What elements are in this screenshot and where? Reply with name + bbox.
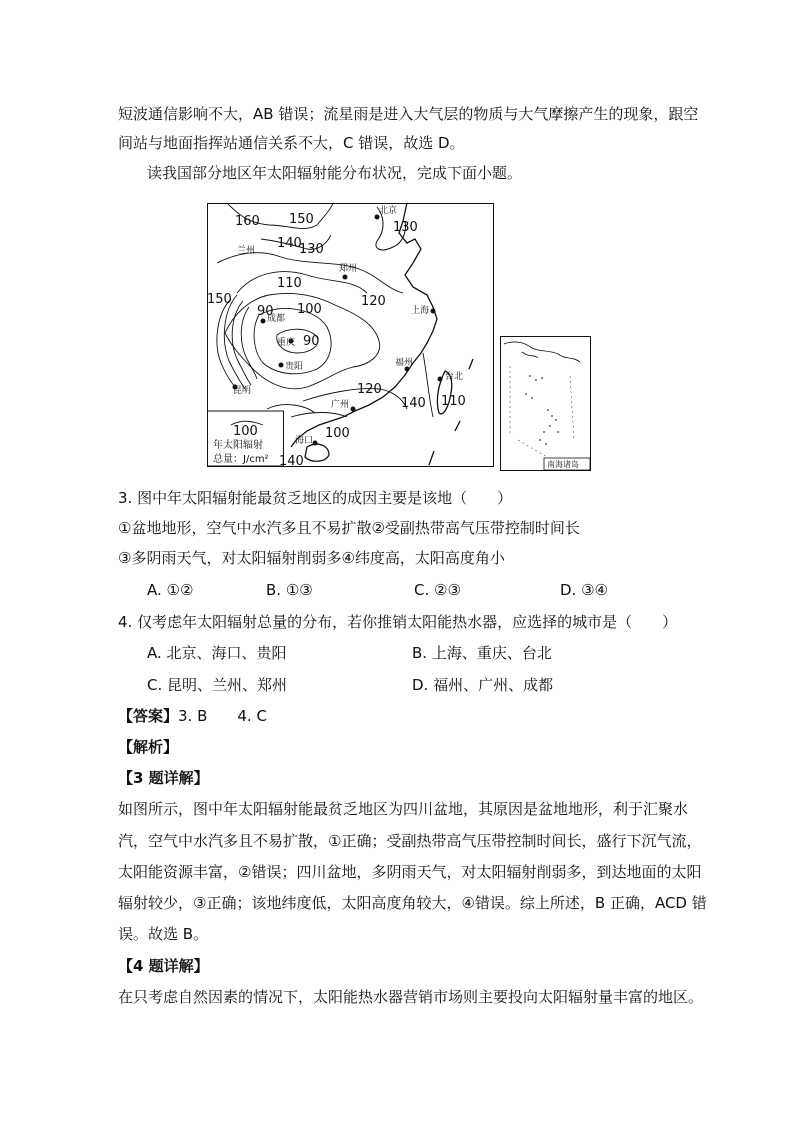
q4-detail-line-1: 在只考虑自然因素的情况下，太阳能热水器营销市场则主要投向太阳辐射量丰富的地区。: [118, 988, 704, 1006]
city-label-shanghai: 上海: [411, 306, 430, 316]
contour-label: 120: [361, 294, 386, 309]
city-label-zhengzhou: 郑州: [339, 264, 358, 274]
city-label-lanzhou: 兰州: [237, 246, 256, 256]
city-label-chongqing: 重庆: [277, 338, 296, 348]
q3-option-c: C. ②③: [414, 581, 461, 599]
contour-label: 140: [279, 454, 304, 467]
city-label-haikou: 海口: [295, 436, 314, 446]
q3-option-a: A. ①②: [147, 581, 194, 599]
city-label-kunming: 昆明: [233, 386, 252, 396]
q3-detail-label: 【3 题详解】: [118, 769, 209, 787]
answer-text: 3. B 4. C: [178, 707, 267, 725]
intro-line-3: 读我国部分地区年太阳辐射能分布状况，完成下面小题。: [147, 164, 523, 182]
city-label-chengdu: 成都: [267, 314, 286, 324]
q3-detail-line-1: 如图所示，图中年太阳辐射能最贫乏地区为四川盆地，其原因是盆地地形，利于汇聚水: [118, 800, 689, 818]
q3-statement-1: ①盆地地形，空气中水汽多且不易扩散②受副热带高气压带控制时间长: [118, 519, 580, 537]
legend-line-1: 年太阳辐射: [213, 440, 263, 451]
contour-label: 150: [207, 292, 232, 307]
legend-value: 100: [233, 424, 258, 439]
south-china-sea-inset: [500, 336, 591, 471]
q4-option-b: B. 上海、重庆、台北: [412, 644, 552, 662]
contour-label: 140: [401, 396, 426, 411]
contour-label: 130: [299, 242, 324, 257]
legend-line-2: 总量：J/cm²: [213, 454, 269, 465]
analysis-label: 【解析】: [118, 738, 179, 756]
city-label-fuzhou: 福州: [395, 358, 414, 368]
q4-option-c: C. 昆明、兰州、郑州: [147, 676, 288, 694]
q3-stem: 3. 图中年太阳辐射能最贫乏地区的成因主要是该地（ ）: [118, 489, 513, 507]
city-label-guangzhou: 广州: [331, 400, 350, 410]
q4-detail-label: 【4 题详解】: [118, 957, 209, 975]
city-label-guiyang: 贵阳: [285, 362, 304, 372]
q3-detail-line-4: 辐射较少，③正确；该地纬度低，太阳高度角较大，④错误。综上所述，B 正确，ACD 错: [118, 894, 707, 912]
answer-label: 【答案】: [118, 707, 179, 725]
q4-stem: 4. 仅考虑年太阳辐射总量的分布，若你推销太阳能热水器，应选择的城市是（ ）: [118, 613, 678, 631]
q3-option-b: B. ①③: [266, 581, 313, 599]
contour-label: 130: [393, 220, 418, 235]
q3-statement-2: ③多阴雨天气，对太阳辐射削弱多④纬度高，太阳高度角小: [118, 549, 505, 567]
inset-label: 南海诸岛: [547, 460, 579, 469]
q4-option-d: D. 福州、广州、成都: [412, 676, 554, 694]
contour-label: 100: [297, 302, 322, 317]
city-label-beijing: 北京: [379, 206, 398, 216]
q3-detail-line-5: 误。故选 B。: [118, 925, 209, 943]
city-label-taipei: 台北: [445, 372, 464, 382]
answer-line: [118, 706, 267, 726]
q3-option-d: D. ③④: [560, 581, 608, 599]
contour-label: 100: [325, 426, 350, 441]
contour-label: 120: [357, 382, 382, 397]
contour-label: 140: [277, 236, 302, 251]
q3-detail-line-2: 汽，空气中水汽多且不易扩散，①正确；受副热带高气压带控制时间长，盛行下沉气流，: [118, 832, 702, 850]
q3-detail-line-3: 太阳能资源丰富，②错误；四川盆地，多阴雨天气，对太阳辐射削弱多，到达地面的太阳: [118, 863, 702, 881]
solar-radiation-map: [207, 203, 494, 467]
intro-line-2: 间站与地面指挥站通信关系不大，C 错误，故选 D。: [118, 134, 465, 152]
contour-label: 160: [235, 214, 260, 229]
contour-label: 150: [289, 212, 314, 227]
q4-option-a: A. 北京、海口、贵阳: [147, 644, 287, 662]
contour-label: 90: [257, 304, 274, 319]
contour-label: 90: [303, 334, 320, 349]
contour-label: 110: [277, 276, 302, 291]
contour-label: 110: [441, 394, 466, 409]
intro-line-1: 短波通信影响不大，AB 错误；流星雨是进入大气层的物质与大气摩擦产生的现象，跟空: [118, 105, 699, 123]
